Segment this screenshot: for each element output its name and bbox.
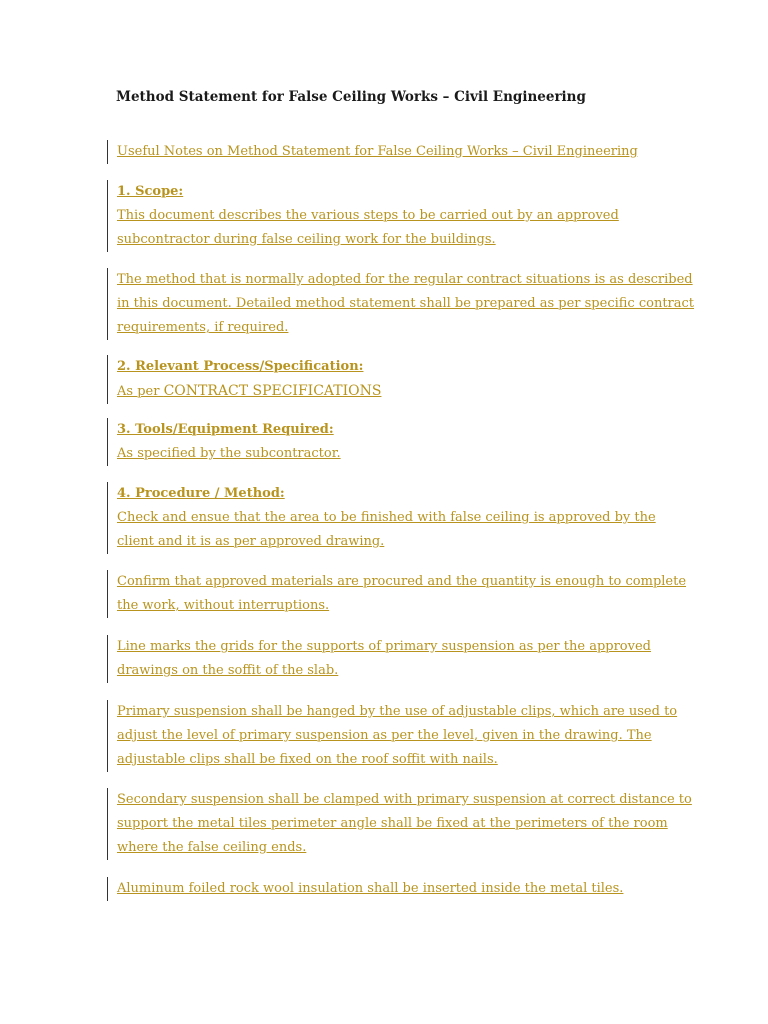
intro-block (107, 140, 638, 164)
confirm-line-1[interactable]: Confirm that approved materials are procured and the quantity is enough to complete (117, 574, 687, 589)
scope-line-2[interactable]: subcontractor during false ceiling work for the buildings. (117, 232, 496, 247)
method-block (107, 268, 694, 340)
procedure-heading[interactable]: 4. Procedure / Method: (117, 486, 285, 501)
tools-heading[interactable]: 3. Tools/Equipment Required: (117, 422, 334, 437)
procedure-line-2[interactable]: client and it is as per approved drawing. (117, 534, 385, 549)
relevant-prefix: As per (117, 384, 164, 399)
relevant-heading[interactable]: 2. Relevant Process/Specification: (117, 359, 364, 374)
tools-line[interactable]: As specified by the subcontractor. (117, 446, 341, 461)
relevant-line[interactable] (117, 379, 381, 404)
page-title: Method Statement for False Ceiling Works – Civil Engineering (116, 89, 586, 105)
secondary-line-1[interactable]: Secondary suspension shall be clamped with primary suspension at correct distance to (117, 792, 692, 807)
confirm-block (107, 570, 686, 618)
insulation-line[interactable]: Aluminum foiled rock wool insulation shall be inserted inside the metal tiles. (117, 881, 624, 896)
secondary-block (107, 788, 692, 860)
tools-block (107, 418, 341, 466)
procedure-line-1[interactable]: Check and ensue that the area to be finished with false ceiling is approved by the (117, 510, 656, 525)
linemarks-line-1[interactable]: Line marks the grids for the supports of primary suspension as per the approved (117, 639, 651, 654)
primary-line-1[interactable]: Primary suspension shall be hanged by the use of adjustable clips, which are used to (117, 704, 678, 719)
secondary-line-3[interactable]: where the false ceiling ends. (117, 840, 307, 855)
scope-line-1[interactable]: This document describes the various steps to be carried out by an approved (117, 208, 619, 223)
scope-block (107, 180, 619, 252)
method-line-3[interactable]: requirements, if required. (117, 320, 289, 335)
secondary-line-2[interactable]: support the metal tiles perimeter angle shall be fixed at the perimeters of the room (117, 816, 668, 831)
scope-heading[interactable]: 1. Scope: (117, 184, 184, 199)
linemarks-block (107, 635, 651, 683)
contract-specifications-link[interactable]: CONTRACT SPECIFICATIONS (163, 383, 382, 399)
intro-link[interactable]: Useful Notes on Method Statement for False Ceiling Works – Civil Engineering (117, 144, 638, 159)
primary-block (107, 700, 677, 772)
primary-line-3[interactable]: adjustable clips shall be fixed on the roof soffit with nails. (117, 752, 498, 767)
relevant-block (107, 355, 381, 404)
linemarks-line-2[interactable]: drawings on the soffit of the slab. (117, 663, 339, 678)
procedure-block (107, 482, 656, 554)
method-line-2[interactable]: in this document. Detailed method statement shall be prepared as per specific contract (117, 296, 695, 311)
insulation-block (107, 877, 623, 901)
confirm-line-2[interactable]: the work, without interruptions. (117, 598, 330, 613)
method-line-1[interactable]: The method that is normally adopted for the regular contract situations is as described (117, 272, 693, 287)
primary-line-2[interactable]: adjust the level of primary suspension as per the level, given in the drawing. The (117, 728, 652, 743)
